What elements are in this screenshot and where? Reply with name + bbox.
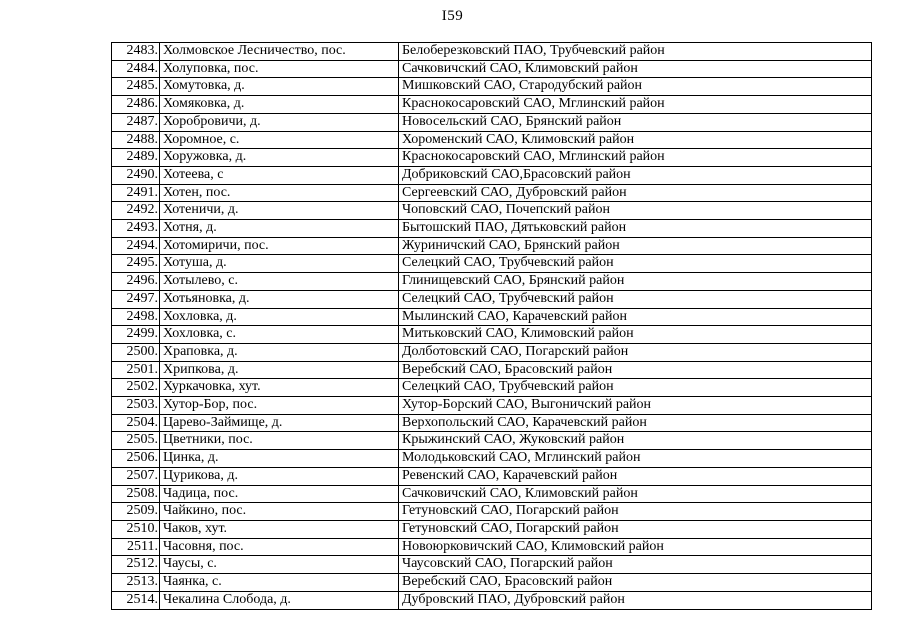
- settlement-name: Хотеничи, д.: [160, 202, 399, 220]
- row-number: 2506.: [112, 450, 160, 468]
- table-row: [112, 503, 872, 521]
- settlement-name: Хомяковка, д.: [160, 96, 399, 114]
- administration-district: Митьковский САО, Климовский район: [399, 326, 872, 344]
- administration-district: Селецкий САО, Трубчевский район: [399, 255, 872, 273]
- administration-district: Мылинский САО, Карачевский район: [399, 308, 872, 326]
- table-row: [112, 450, 872, 468]
- row-number: 2492.: [112, 202, 160, 220]
- settlement-name: Хоружовка, д.: [160, 149, 399, 167]
- row-number: 2484.: [112, 60, 160, 78]
- settlement-table: [111, 42, 872, 610]
- row-number: 2498.: [112, 308, 160, 326]
- administration-district: Хороменский САО, Климовский район: [399, 131, 872, 149]
- table-row: [112, 326, 872, 344]
- row-number: 2493.: [112, 220, 160, 238]
- administration-district: Чоповский САО, Почепский район: [399, 202, 872, 220]
- administration-district: Мишковский САО, Стародубский район: [399, 78, 872, 96]
- administration-district: Чаусовский САО, Погарский район: [399, 556, 872, 574]
- row-number: 2499.: [112, 326, 160, 344]
- settlement-name: Чаянка, с.: [160, 574, 399, 592]
- administration-district: Сачковичский САО, Климовский район: [399, 485, 872, 503]
- administration-district: Хутор-Борский САО, Выгоничский район: [399, 397, 872, 415]
- row-number: 2509.: [112, 503, 160, 521]
- settlement-name: Хомутовка, д.: [160, 78, 399, 96]
- administration-district: Журиничский САО, Брянский район: [399, 237, 872, 255]
- row-number: 2491.: [112, 184, 160, 202]
- row-number: 2511.: [112, 538, 160, 556]
- row-number: 2512.: [112, 556, 160, 574]
- administration-district: Ревенский САО, Карачевский район: [399, 467, 872, 485]
- settlement-name: Хотня, д.: [160, 220, 399, 238]
- row-number: 2508.: [112, 485, 160, 503]
- administration-district: Новоюрковичский САО, Климовский район: [399, 538, 872, 556]
- settlement-name: Чаусы, с.: [160, 556, 399, 574]
- row-number: 2503.: [112, 397, 160, 415]
- table-row: [112, 520, 872, 538]
- table-row: [112, 591, 872, 609]
- table-row: [112, 78, 872, 96]
- settlement-name: Хрипкова, д.: [160, 361, 399, 379]
- administration-district: Добриковский САО,Брасовский район: [399, 166, 872, 184]
- row-number: 2504.: [112, 414, 160, 432]
- settlement-name: Хуркачовка, хут.: [160, 379, 399, 397]
- settlement-name: Холмовское Лесничество, пос.: [160, 43, 399, 61]
- settlement-name: Чекалина Слобода, д.: [160, 591, 399, 609]
- settlement-name: Часовня, пос.: [160, 538, 399, 556]
- settlement-name: Хохловка, с.: [160, 326, 399, 344]
- settlement-name: Цветники, пос.: [160, 432, 399, 450]
- administration-district: Веребский САО, Брасовский район: [399, 361, 872, 379]
- page-number: I59: [441, 8, 464, 24]
- settlement-name: Цурикова, д.: [160, 467, 399, 485]
- table-row: [112, 96, 872, 114]
- settlement-name: Хотылево, с.: [160, 273, 399, 291]
- row-number: 2500.: [112, 343, 160, 361]
- table-row: [112, 538, 872, 556]
- row-number: 2496.: [112, 273, 160, 291]
- row-number: 2488.: [112, 131, 160, 149]
- settlement-name: Чаков, хут.: [160, 520, 399, 538]
- administration-district: Краснокосаровский САО, Мглинский район: [399, 149, 872, 167]
- table-row: [112, 343, 872, 361]
- table-row: [112, 361, 872, 379]
- row-number: 2497.: [112, 290, 160, 308]
- row-number: 2490.: [112, 166, 160, 184]
- table-row: [112, 414, 872, 432]
- row-number: 2487.: [112, 113, 160, 131]
- administration-district: Веребский САО, Брасовский район: [399, 574, 872, 592]
- table-row: [112, 220, 872, 238]
- settlement-name: Царево-Займище, д.: [160, 414, 399, 432]
- row-number: 2485.: [112, 78, 160, 96]
- table-row: [112, 467, 872, 485]
- administration-district: Сергеевский САО, Дубровский район: [399, 184, 872, 202]
- table-row: [112, 574, 872, 592]
- table-row: [112, 60, 872, 78]
- administration-district: Верхопольский САО, Карачевский район: [399, 414, 872, 432]
- row-number: 2489.: [112, 149, 160, 167]
- administration-district: Белоберезковский ПАО, Трубчевский район: [399, 43, 872, 61]
- table-body: [112, 43, 872, 610]
- table-row: [112, 290, 872, 308]
- table-row: [112, 149, 872, 167]
- settlement-name: Хотьяновка, д.: [160, 290, 399, 308]
- administration-district: Дубровский ПАО, Дубровский район: [399, 591, 872, 609]
- administration-district: Гетуновский САО, Погарский район: [399, 520, 872, 538]
- administration-district: Селецкий САО, Трубчевский район: [399, 379, 872, 397]
- table-row: [112, 237, 872, 255]
- administration-district: Крыжинский САО, Жуковский район: [399, 432, 872, 450]
- administration-district: Глинищевский САО, Брянский район: [399, 273, 872, 291]
- settlement-name: Чадица, пос.: [160, 485, 399, 503]
- table-row: [112, 432, 872, 450]
- table-row: [112, 273, 872, 291]
- settlement-name: Хоромное, с.: [160, 131, 399, 149]
- table-row: [112, 131, 872, 149]
- table-row: [112, 255, 872, 273]
- table-row: [112, 397, 872, 415]
- settlement-name: Хоробровичи, д.: [160, 113, 399, 131]
- row-number: 2483.: [112, 43, 160, 61]
- settlement-name: Хутор-Бор, пос.: [160, 397, 399, 415]
- row-number: 2495.: [112, 255, 160, 273]
- row-number: 2505.: [112, 432, 160, 450]
- settlement-name: Хотуша, д.: [160, 255, 399, 273]
- row-number: 2486.: [112, 96, 160, 114]
- administration-district: Долботовский САО, Погарский район: [399, 343, 872, 361]
- administration-district: Гетуновский САО, Погарский район: [399, 503, 872, 521]
- table-row: [112, 202, 872, 220]
- settlement-name: Храповка, д.: [160, 343, 399, 361]
- settlement-name: Хохловка, д.: [160, 308, 399, 326]
- table-row: [112, 556, 872, 574]
- settlement-name: Холуповка, пос.: [160, 60, 399, 78]
- settlement-name: Хотен, пос.: [160, 184, 399, 202]
- table-row: [112, 43, 872, 61]
- row-number: 2494.: [112, 237, 160, 255]
- table-row: [112, 379, 872, 397]
- table-row: [112, 308, 872, 326]
- row-number: 2514.: [112, 591, 160, 609]
- settlement-name: Цинка, д.: [160, 450, 399, 468]
- table-row: [112, 485, 872, 503]
- settlement-name: Хотомиричи, пос.: [160, 237, 399, 255]
- settlement-name: Чайкино, пос.: [160, 503, 399, 521]
- row-number: 2513.: [112, 574, 160, 592]
- administration-district: Молодьковский САО, Мглинский район: [399, 450, 872, 468]
- row-number: 2510.: [112, 520, 160, 538]
- row-number: 2502.: [112, 379, 160, 397]
- administration-district: Селецкий САО, Трубчевский район: [399, 290, 872, 308]
- administration-district: Бытошский ПАО, Дятьковский район: [399, 220, 872, 238]
- table-row: [112, 166, 872, 184]
- table-row: [112, 113, 872, 131]
- row-number: 2507.: [112, 467, 160, 485]
- administration-district: Новосельский САО, Брянский район: [399, 113, 872, 131]
- table-row: [112, 184, 872, 202]
- row-number: 2501.: [112, 361, 160, 379]
- administration-district: Краснокосаровский САО, Мглинский район: [399, 96, 872, 114]
- settlement-name: Хотеева, с: [160, 166, 399, 184]
- administration-district: Сачковичский САО, Климовский район: [399, 60, 872, 78]
